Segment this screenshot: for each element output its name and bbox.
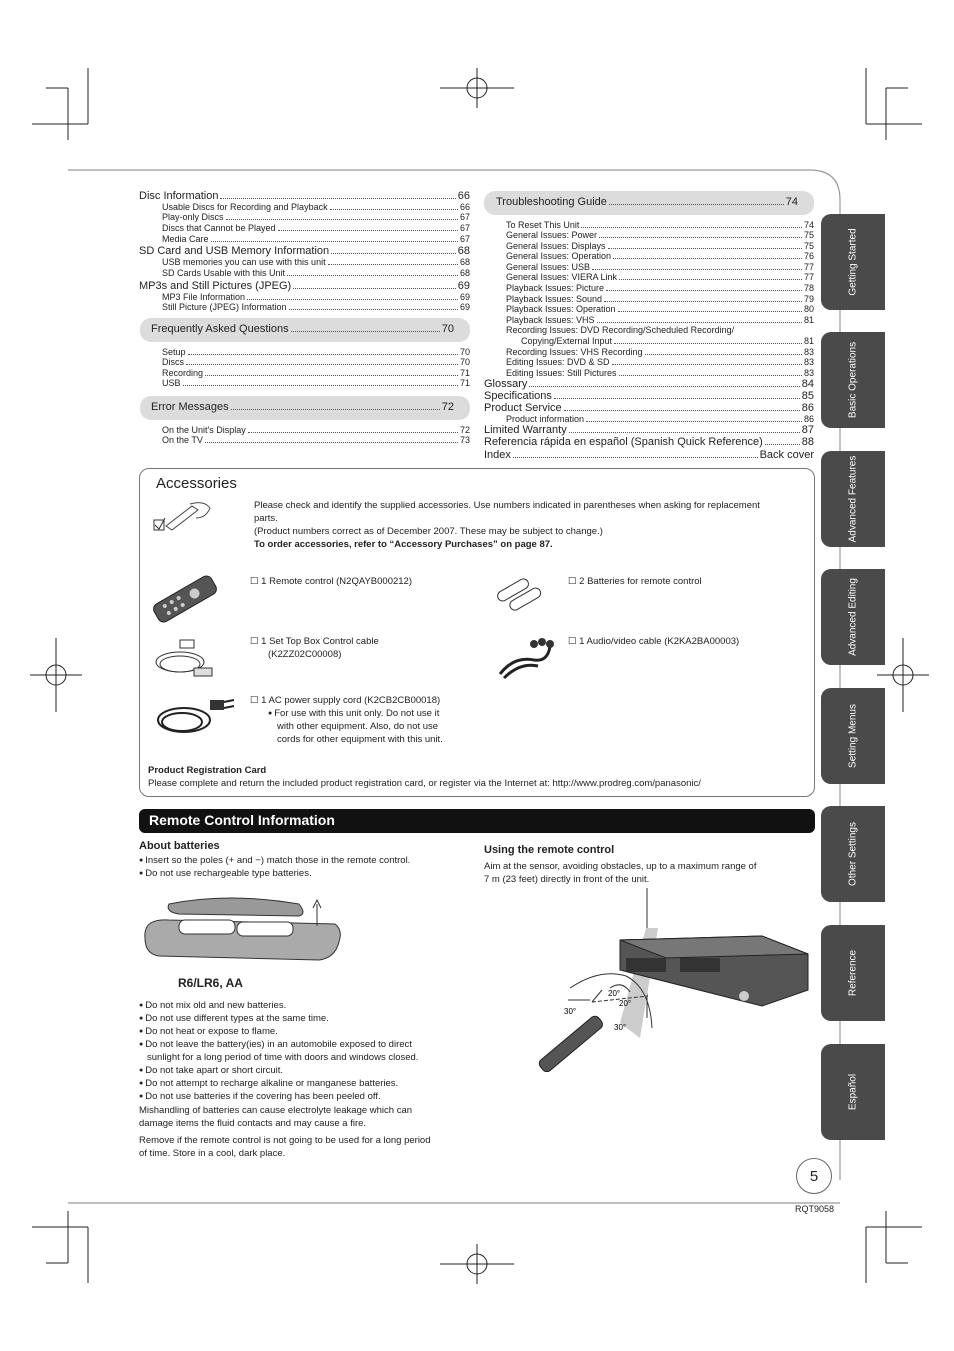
- ac-cord-label: 1 AC power supply cord (K2CB2CB00018): [261, 695, 441, 706]
- toc-subentry[interactable]: [521, 336, 814, 347]
- toc-entry-page: 88: [801, 436, 814, 448]
- ac-note-1: ● For use with this unit only. Do not use it: [250, 707, 443, 720]
- toc-entry-title: Discs: [162, 357, 184, 367]
- toc-entry-title: Frequently Asked Questions: [151, 323, 289, 335]
- toc-entry-title: Copying/External Input: [521, 336, 613, 346]
- toc-subentry[interactable]: [506, 230, 814, 241]
- toc-entry-page: 68: [457, 245, 470, 257]
- toc-entry-page: 81: [803, 315, 814, 325]
- toc-leader: [614, 343, 802, 344]
- toc-leader: [188, 354, 458, 355]
- toc-entry-title: To Reset This Unit: [506, 220, 580, 230]
- toc-subentry[interactable]: [506, 272, 814, 283]
- tab-español[interactable]: [821, 1044, 885, 1140]
- toc-entry-page: 77: [803, 272, 814, 282]
- toc-leader: [564, 410, 800, 411]
- toc-entry-title: Recording Issues: DVD Recording/Scheduled Recording/: [506, 325, 735, 335]
- battery-type-label: R6/LR6, AA: [178, 976, 243, 990]
- toc-subentry[interactable]: [162, 357, 470, 368]
- remove-line-2: of time. Store in a cool, dark place.: [139, 1148, 286, 1159]
- toc-entry-page: 66: [459, 202, 470, 212]
- ac-cord-item: ☐ 1 AC power supply cord (K2CB2CB00018) ● For use with this unit only. Do not use it with other equipment. Also, do not use cords for other equipment with this unit.: [250, 694, 443, 746]
- toc-subentry[interactable]: [506, 304, 814, 315]
- toc-entry-page: 84: [801, 378, 814, 390]
- toc-entry-page: 77: [803, 262, 814, 272]
- toc-entry-page: 72: [459, 425, 470, 435]
- toc-leader: [609, 204, 784, 205]
- toc-entry-title: On the TV: [162, 435, 203, 445]
- toc-entry-title: Recording Issues: VHS Recording: [506, 347, 643, 357]
- toc-entry-title: Setup: [162, 347, 186, 357]
- toc-entry-page: 83: [803, 357, 814, 367]
- tab-advanced-features[interactable]: [821, 451, 885, 547]
- tab-label: Advanced Features: [847, 455, 859, 543]
- toc-entry-page: 69: [459, 292, 470, 302]
- stb-cable-code: (K2ZZ02C00008): [268, 649, 342, 660]
- toc-entry-title: USB: [162, 378, 181, 388]
- toc-entry-title: General Issues: Displays: [506, 241, 606, 251]
- using-line-1: Aim at the sensor, avoiding obstacles, up to a maximum range of: [484, 861, 757, 872]
- ac-note-2: with other equipment. Also, do not use: [277, 721, 439, 732]
- angle-30-bottom: 30°: [614, 1023, 627, 1032]
- mishandling-line-1: Mishandling of batteries can cause electrolyte leakage which can: [139, 1105, 413, 1116]
- toc-leader: [606, 290, 802, 291]
- toc-leader: [608, 248, 802, 249]
- toc-entry[interactable]: [484, 424, 814, 436]
- toc-entry-title: On the Unit's Display: [162, 425, 246, 435]
- toc-leader: [619, 375, 802, 376]
- toc-entry-title: Play-only Discs: [162, 212, 224, 222]
- toc-entry-page: 67: [459, 223, 470, 233]
- toc-entry-page: 83: [803, 368, 814, 378]
- battery-warning-item: ● Do not attempt to recharge alkaline or manganese batteries.: [139, 1077, 469, 1090]
- toc-leader: [645, 354, 802, 355]
- pen-check-icon: [152, 498, 214, 538]
- toc-leader: [289, 309, 458, 310]
- toc-entry-title: Recording: [162, 368, 204, 378]
- toc-entry-page: 75: [803, 241, 814, 251]
- toc-entry-page: 70: [459, 357, 470, 367]
- toc-entry-title: SD Cards Usable with this Unit: [162, 268, 286, 278]
- toc-entry[interactable]: [484, 402, 814, 414]
- mishandling-text: [139, 1104, 412, 1130]
- toc-entry-page: 86: [801, 402, 814, 414]
- toc-entry-page: 87: [801, 424, 814, 436]
- toc-entry-title: Playback Issues: Operation: [506, 304, 616, 314]
- toc-leader: [765, 444, 800, 445]
- toc-pill-entry[interactable]: [496, 196, 798, 208]
- battery-insertion-image: [139, 890, 345, 966]
- remove-text: [139, 1134, 431, 1160]
- registration-text: Please complete and return the included product registration card, or register via the Internet at: http://www.prodreg.com/panasonic/: [148, 778, 701, 789]
- toc-entry-page: 74: [803, 220, 814, 230]
- toc-entry-page: 80: [803, 304, 814, 314]
- toc-leader: [328, 264, 458, 265]
- toc-leader: [604, 301, 802, 302]
- angle-20-bottom: 20°: [619, 999, 632, 1008]
- toc-entry-page: 83: [803, 347, 814, 357]
- toc-entry-page: 78: [803, 283, 814, 293]
- toc-leader: [186, 364, 458, 365]
- tab-reference[interactable]: [821, 925, 885, 1021]
- toc-entry-title: General Issues: USB: [506, 262, 591, 272]
- stb-cable-label: 1 Set Top Box Control cable: [261, 636, 379, 647]
- toc-entry-title: Troubleshooting Guide: [496, 196, 607, 208]
- tab-label: Advanced Editing: [847, 578, 859, 656]
- toc-leader: [529, 386, 799, 387]
- toc-entry-title: Media Care: [162, 234, 209, 244]
- toc-subentry[interactable]: [506, 283, 814, 294]
- toc-pill-entry[interactable]: [151, 323, 454, 335]
- battery-warning-item: ● Do not use different types at the same time.: [139, 1012, 469, 1025]
- toc-entry-title: Still Picture (JPEG) Information: [162, 302, 287, 312]
- toc-leader: [183, 385, 458, 386]
- tab-getting-started[interactable]: [821, 214, 885, 310]
- toc-entry[interactable]: [484, 449, 814, 461]
- accessories-intro: [254, 499, 774, 551]
- toc-entry[interactable]: [139, 280, 470, 292]
- toc-entry-page: 79: [803, 294, 814, 304]
- toc-leader: [592, 269, 802, 270]
- toc-entry-page: 67: [459, 234, 470, 244]
- document-code: RQT9058: [795, 1204, 835, 1214]
- battery-warning-item: ● Do not take apart or short circuit.: [139, 1064, 469, 1077]
- toc-leader: [231, 409, 440, 410]
- toc-leader: [331, 253, 456, 254]
- battery-warning-item: ● Do not mix old and new batteries.: [139, 999, 469, 1012]
- toc-leader: [569, 432, 800, 433]
- batteries-label: 2 Batteries for remote control: [579, 576, 702, 587]
- toc-leader: [597, 322, 802, 323]
- battery-warnings: [139, 999, 469, 1103]
- toc-leader: [613, 258, 802, 259]
- toc-leader: [554, 398, 800, 399]
- toc-entry[interactable]: [484, 390, 814, 402]
- toc-subentry[interactable]: [162, 212, 470, 223]
- battery-warning-continuation: sunlight for a long period of time with doors and windows closed.: [147, 1052, 419, 1063]
- toc-leader: [599, 237, 802, 238]
- toc-entry-title: Discs that Cannot be Played: [162, 223, 276, 233]
- using-remote-text: [484, 860, 756, 886]
- toc-entry-page: 85: [801, 390, 814, 402]
- toc-subentry[interactable]: [162, 257, 470, 268]
- remote-range-diagram: [530, 888, 820, 1072]
- toc-entry-page: 73: [459, 435, 470, 445]
- tab-label: Reference: [847, 949, 859, 997]
- page-number-circle: [796, 1158, 832, 1194]
- toc-leader: [581, 227, 802, 228]
- toc-entry-page: 68: [459, 268, 470, 278]
- toc-leader: [612, 364, 802, 365]
- toc-entry-title: Product Service: [484, 402, 562, 414]
- remote-info-header: [139, 809, 815, 833]
- tab-advanced-editing[interactable]: [821, 569, 885, 665]
- toc-entry-title: USB memories you can use with this unit: [162, 257, 326, 267]
- toc-leader: [287, 275, 458, 276]
- av-cable-label: 1 Audio/video cable (K2KA2BA00003): [579, 636, 740, 647]
- toc-entry-title: MP3s and Still Pictures (JPEG): [139, 280, 292, 292]
- batteries-bullet-1: ● Insert so the poles (+ and −) match those in the remote control.: [139, 855, 410, 866]
- tab-label: Other Settings: [847, 822, 859, 886]
- toc-entry-page: 70: [459, 347, 470, 357]
- toc-entry-title: Referencia rápida en español (Spanish Quick Reference): [484, 436, 763, 448]
- toc-leader: [513, 457, 758, 458]
- toc-subentry[interactable]: [506, 251, 814, 262]
- toc-entry[interactable]: [139, 190, 470, 202]
- toc-leader: [247, 299, 458, 300]
- toc-entry-title: Playback Issues: VHS: [506, 315, 595, 325]
- toc-entry-title: Disc Information: [139, 190, 219, 202]
- toc-entry-title: Editing Issues: DVD & SD: [506, 357, 610, 367]
- toc-entry-title: Usable Discs for Recording and Playback: [162, 202, 328, 212]
- toc-leader: [278, 230, 458, 231]
- tab-label: Setting Menus: [847, 704, 859, 768]
- page-number: 5: [809, 1168, 819, 1185]
- angle-30-left: 30°: [564, 1007, 577, 1016]
- toc-entry-page: 66: [457, 190, 470, 202]
- toc-entry-page: 70: [441, 323, 454, 335]
- toc-entry-title: Playback Issues: Picture: [506, 283, 605, 293]
- toc-entry-title: Index: [484, 449, 511, 461]
- toc-subentry[interactable]: [162, 268, 470, 279]
- toc-entry-title: General Issues: Operation: [506, 251, 612, 261]
- remote-item: ☐ 1 Remote control (N2QAYB000212): [250, 576, 413, 587]
- intro-order: To order accessories, refer to “Accessory Purchases” on page 87.: [254, 539, 553, 550]
- toc-leader: [205, 375, 458, 376]
- toc-subentry[interactable]: [162, 378, 470, 389]
- toc-leader: [619, 279, 802, 280]
- toc-entry-page: 72: [441, 401, 454, 413]
- toc-leader: [211, 241, 458, 242]
- battery-warning-item: ● Do not heat or expose to flame.: [139, 1025, 469, 1038]
- toc-entry-page: 75: [803, 230, 814, 240]
- batteries-title: About batteries: [139, 840, 220, 852]
- tab-basic-operations[interactable]: [821, 332, 885, 428]
- batteries-bullet-2: ● Do not use rechargeable type batteries.: [139, 868, 312, 879]
- using-line-2: 7 m (23 feet) directly in front of the unit.: [484, 874, 650, 885]
- toc-subentry[interactable]: [162, 435, 470, 446]
- toc-entry-title: Glossary: [484, 378, 528, 390]
- toc-entry-title: Product information: [506, 414, 585, 424]
- toc-entry-page: 86: [803, 414, 814, 424]
- toc-entry-title: Error Messages: [151, 401, 229, 413]
- toc-subentry[interactable]: [162, 234, 470, 245]
- toc-leader: [226, 219, 458, 220]
- tab-setting-menus[interactable]: [821, 688, 885, 784]
- toc-entry-title: MP3 File Information: [162, 292, 246, 302]
- tab-label: Basic Operations: [847, 341, 859, 419]
- ac-note-3: cords for other equipment with this unit.: [277, 734, 443, 745]
- toc-leader: [220, 198, 455, 199]
- toc-leader: [293, 288, 456, 289]
- tab-label: Español: [847, 1073, 859, 1111]
- toc-entry-page: 71: [459, 368, 470, 378]
- remove-line-1: Remove if the remote control is not going to be used for a long period: [139, 1135, 431, 1146]
- toc-entry-title: Limited Warranty: [484, 424, 567, 436]
- toc-entry-page: 68: [459, 257, 470, 267]
- toc-leader: [205, 442, 458, 443]
- toc-entry-title: General Issues: VIERA Link: [506, 272, 618, 282]
- tab-label: Getting Started: [847, 228, 859, 296]
- toc-entry-page: 71: [459, 378, 470, 388]
- remote-control-image: [150, 575, 220, 623]
- toc-subentry[interactable]: [162, 223, 470, 234]
- toc-entry[interactable]: [484, 378, 814, 390]
- toc-leader: [586, 421, 802, 422]
- av-cable-item: ☐ 1 Audio/video cable (K2KA2BA00003): [568, 636, 740, 647]
- using-remote-title: Using the remote control: [484, 844, 615, 856]
- toc-leader: [291, 331, 440, 332]
- toc-entry-page: 74: [785, 196, 798, 208]
- intro-note: (Product numbers correct as of December 2007. These may be subject to change.): [254, 526, 603, 537]
- remote-label: 1 Remote control (N2QAYB000212): [261, 576, 413, 587]
- remote-info-title: Remote Control Information: [149, 812, 335, 828]
- toc-subentry[interactable]: [506, 325, 814, 335]
- toc-pill-entry[interactable]: [151, 401, 454, 413]
- av-cable-image: [494, 636, 556, 680]
- toc-entry-title: Specifications: [484, 390, 552, 402]
- tab-other-settings[interactable]: [821, 806, 885, 902]
- toc-leader: [330, 209, 458, 210]
- toc-entry-page: 67: [459, 212, 470, 222]
- toc-leader: [248, 432, 458, 433]
- angle-20-top: 20°: [608, 989, 621, 998]
- toc-entry-page: 81: [803, 336, 814, 346]
- toc-entry-page: 69: [457, 280, 470, 292]
- toc-subentry[interactable]: [506, 357, 814, 368]
- toc-entry-title: SD Card and USB Memory Information: [139, 245, 330, 257]
- accessories-title: Accessories: [156, 475, 237, 492]
- toc-leader: [618, 311, 802, 312]
- intro-text: Please check and identify the supplied accessories. Use numbers indicated in parentheses when asking for replacement parts.: [254, 500, 760, 524]
- battery-warning-item: ● Do not leave the battery(ies) in an automobile exposed to direct: [139, 1038, 469, 1051]
- toc-entry-title: General Issues: Power: [506, 230, 598, 240]
- toc-entry-title: Editing Issues: Still Pictures: [506, 368, 617, 378]
- toc-entry[interactable]: [139, 245, 470, 257]
- toc-subentry[interactable]: [162, 302, 470, 313]
- mishandling-line-2: damage items the fluid contacts and may cause a fire.: [139, 1118, 367, 1129]
- batteries-item: ☐ 2 Batteries for remote control: [568, 576, 702, 587]
- ac-cord-image: [150, 694, 240, 740]
- toc-entry[interactable]: [484, 436, 814, 448]
- toc-entry-title: Playback Issues: Sound: [506, 294, 603, 304]
- batteries-image: [495, 576, 545, 612]
- toc-entry-page: 76: [803, 251, 814, 261]
- stb-cable-image: [150, 636, 220, 684]
- toc-entry-page: 69: [459, 302, 470, 312]
- toc-entry-page: Back cover: [759, 449, 814, 461]
- battery-warning-item: ● Do not use batteries if the covering has been peeled off.: [139, 1090, 469, 1103]
- stb-cable-item: ☐ 1 Set Top Box Control cable (K2ZZ02C00008): [250, 636, 379, 660]
- registration-title: Product Registration Card: [148, 765, 267, 776]
